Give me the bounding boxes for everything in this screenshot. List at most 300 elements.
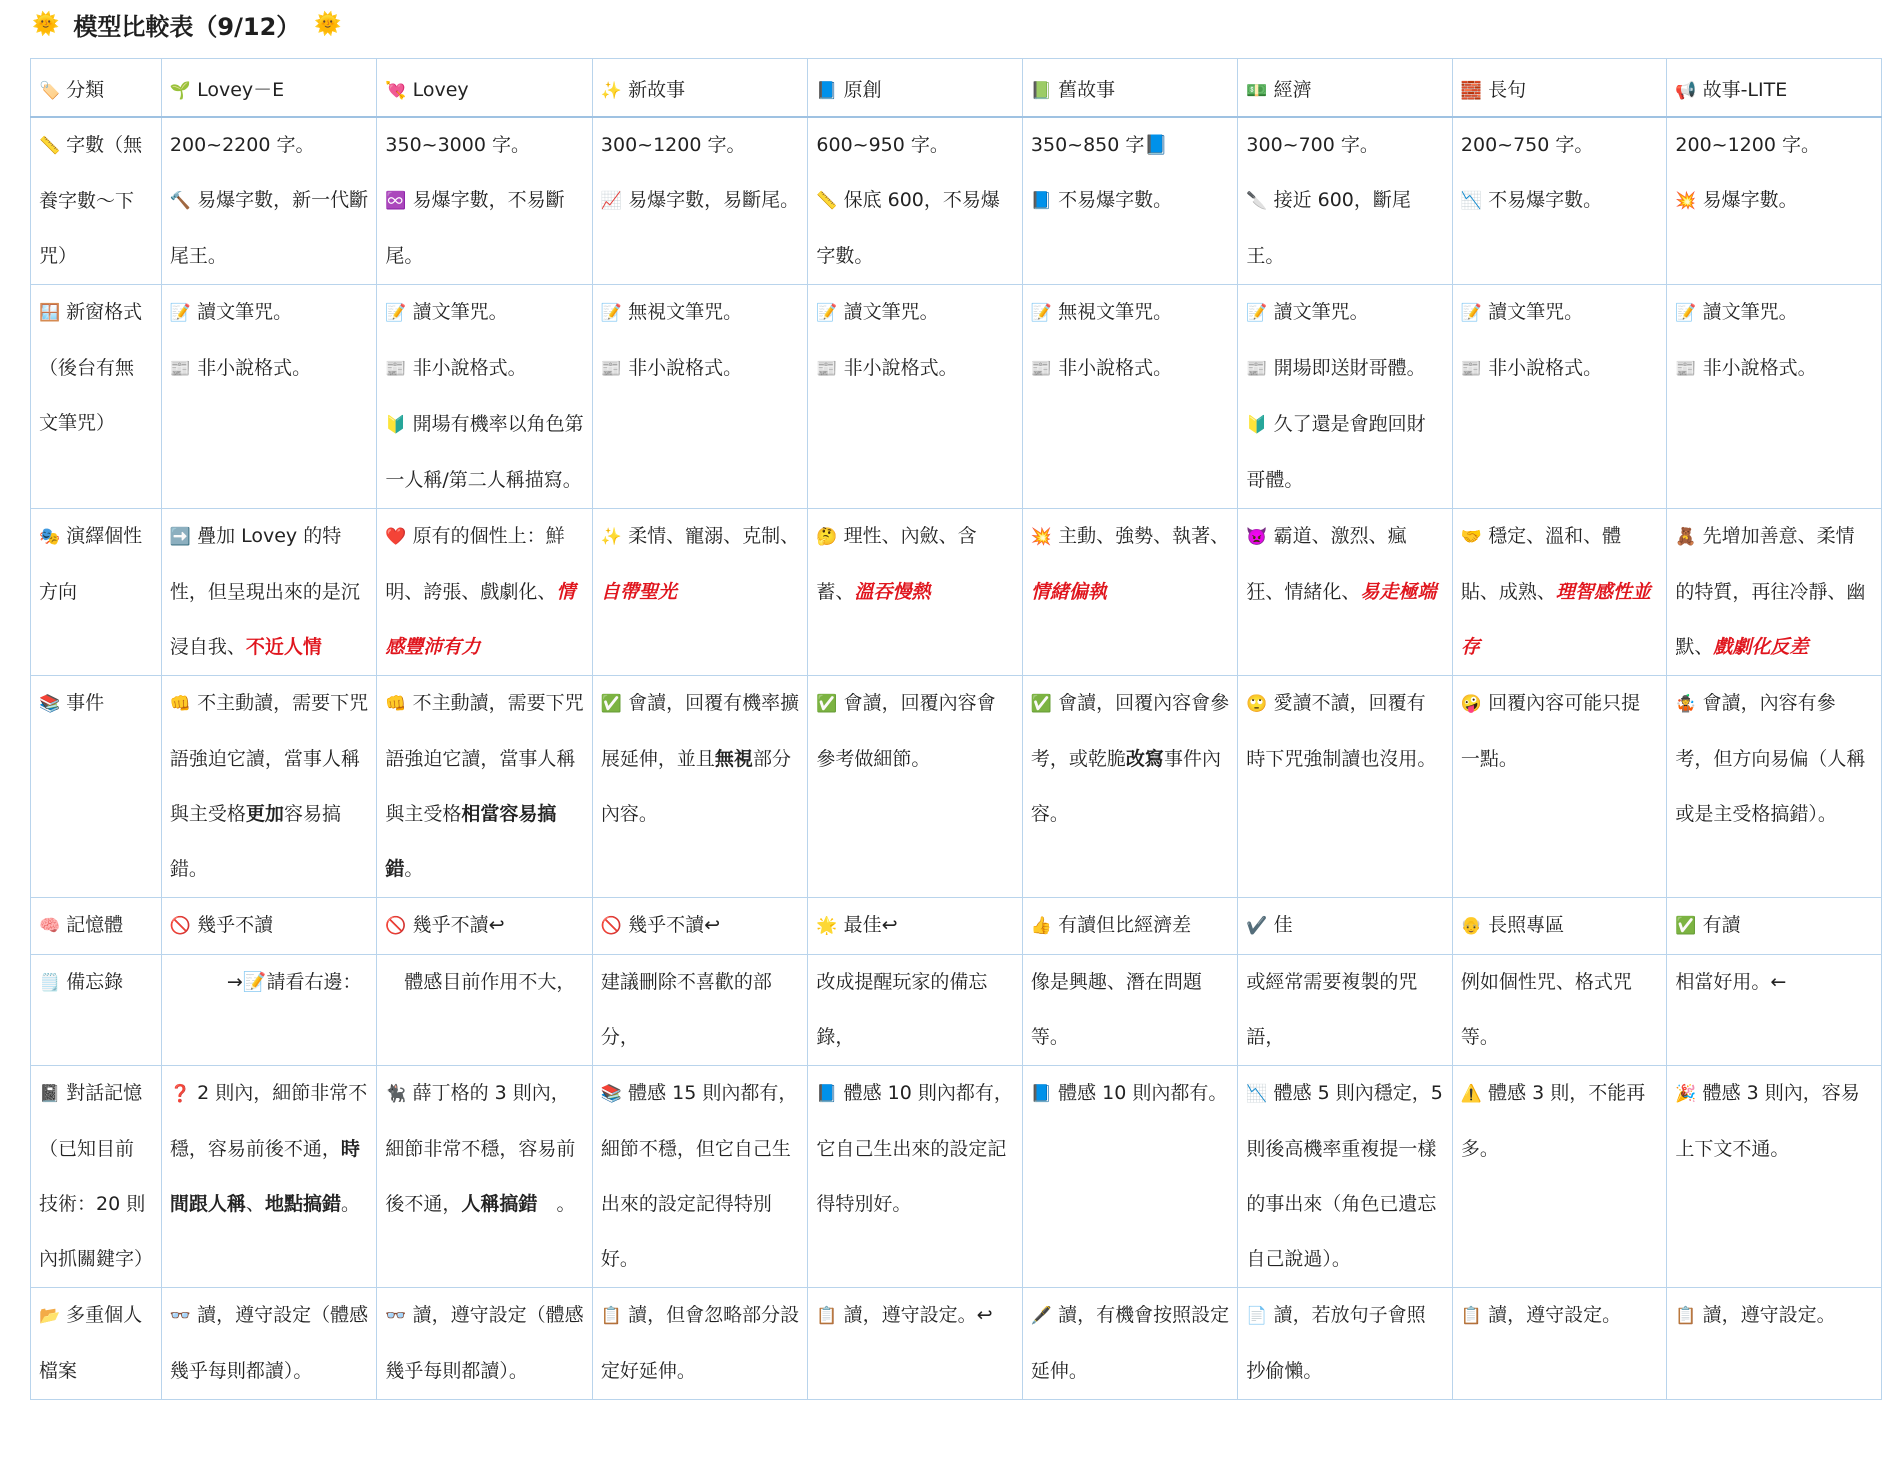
sun-icon: 🌞 <box>32 11 60 37</box>
format-text: 無視文筆咒。 <box>1058 301 1173 323</box>
format-text: 讀文筆咒。 <box>1488 301 1584 323</box>
format-text: 讀文筆咒。 <box>1702 301 1798 323</box>
row-header <box>31 676 162 898</box>
memory-icon: 👴 <box>1460 916 1483 936</box>
memo-icon: 📝 <box>1460 303 1483 323</box>
format-text: 讀文筆咒。 <box>843 301 939 323</box>
table-cell <box>161 955 377 1066</box>
table-cell <box>1667 955 1882 1066</box>
word-note <box>1031 173 1230 229</box>
dialogue-text: 2 則內，細節非常不穩，容易前後不通， <box>169 1082 368 1160</box>
table-row <box>31 117 1882 285</box>
row-header <box>31 509 162 676</box>
memory-icon: 🚫 <box>385 916 407 936</box>
word-note <box>601 173 800 229</box>
row-header-icon: 📓 <box>39 1084 61 1104</box>
row-header-label: 對話記憶（已知目前技術：20 則內抓關鍵字） <box>39 1082 154 1270</box>
table-cell <box>377 898 593 955</box>
trait-emphasis: 戲劇化反差 <box>1713 636 1809 658</box>
dialogue-text: 體感 5 則內穩定，5 則後高機率重複提一樣的事出來（角色已遺忘自己說過）。 <box>1246 1082 1443 1270</box>
table-cell <box>808 1288 1023 1400</box>
format-text: 讀文筆咒。 <box>1273 301 1369 323</box>
newspaper-icon: 📰 <box>385 359 407 379</box>
table-cell <box>808 117 1023 285</box>
memo-icon: 📝 <box>1030 303 1053 323</box>
column-header-label: 長句 <box>1488 79 1527 101</box>
table-cell <box>1452 955 1667 1066</box>
dialogue-icon: 📘 <box>816 1084 838 1104</box>
trait-text: 先增加善意、柔情的特質，再往冷靜、幽默、 <box>1675 525 1866 658</box>
word-range: 200~1200 字。 <box>1675 134 1820 156</box>
note-icon: 📉 <box>1460 191 1483 211</box>
trait-icon: ❤️ <box>385 527 407 547</box>
trait-text: 疊加 Lovey 的特性，但呈現出來的是沉浸自我、 <box>169 525 360 658</box>
column-header-icon: 📗 <box>1030 81 1053 101</box>
memory-text: 最佳↩ <box>843 914 898 936</box>
format-text: 開場有機率以角色第一人稱/第二人稱描寫。 <box>385 413 584 491</box>
table-row <box>31 898 1882 955</box>
memory-text: 幾乎不讀 <box>197 914 274 936</box>
table-cell <box>1022 676 1238 898</box>
dialogue-text: 體感 10 則內都有。 <box>1058 1082 1228 1104</box>
profile-icon: 📋 <box>1460 1306 1483 1326</box>
table-cell <box>592 1288 808 1400</box>
format-line <box>816 285 1014 341</box>
table-cell <box>1238 1066 1453 1288</box>
event-icon: 👊 <box>385 694 407 714</box>
dialogue-text: 體感 10 則內都有，它自己生出來的設定記得特別好。 <box>816 1082 1013 1215</box>
row-header-icon: 📚 <box>39 694 61 714</box>
table-cell <box>1452 1066 1667 1288</box>
table-cell <box>1022 117 1238 285</box>
newspaper-icon: 📰 <box>1460 359 1483 379</box>
event-text-tail: 部分內容。 <box>600 748 791 825</box>
word-range: 600~950 字。 <box>816 134 949 156</box>
profile-icon: 🖋️ <box>1030 1306 1053 1326</box>
memory-text: 佳 <box>1273 914 1293 936</box>
trait-icon: ➡️ <box>169 527 192 547</box>
newspaper-icon: 📰 <box>816 359 838 379</box>
event-icon: 🤹 <box>1675 694 1697 714</box>
format-line <box>385 285 584 341</box>
profile-text: 讀，但會忽略部分設定好延伸。 <box>600 1304 800 1382</box>
column-header-label: 分類 <box>66 79 105 101</box>
event-icon: 👊 <box>169 694 192 714</box>
dialogue-bold: 人稱搞錯 <box>461 1193 538 1215</box>
table-row <box>31 285 1882 509</box>
column-header <box>377 59 593 118</box>
table-cell <box>161 1066 377 1288</box>
newspaper-icon: 📰 <box>600 359 623 379</box>
column-header-icon: 🧱 <box>1460 81 1483 101</box>
format-text: 非小說格式。 <box>412 357 527 379</box>
table-cell <box>1238 898 1453 955</box>
column-header-icon: 💘 <box>385 81 407 101</box>
table-cell <box>377 285 593 509</box>
word-range: 350~3000 字。 <box>385 134 530 156</box>
table-header-row <box>31 59 1882 118</box>
dialogue-bold: 時間跟人稱 <box>169 1138 360 1215</box>
format-line <box>1031 341 1230 397</box>
profile-text: 讀，遵守設定。 <box>1702 1304 1836 1326</box>
event-bold: 相當容易搞錯 <box>385 803 557 880</box>
event-text-tail: 事件內容。 <box>1030 748 1221 825</box>
memory-icon: 🌟 <box>816 916 838 936</box>
format-text: 讀文筆咒。 <box>412 301 508 323</box>
table-cell <box>1022 285 1238 509</box>
profile-icon: 👓 <box>169 1306 192 1326</box>
table-cell <box>1238 1288 1453 1400</box>
format-text: 久了還是會跑回財哥體。 <box>1246 413 1426 491</box>
word-note-text: 不易爆字數。 <box>1488 189 1603 211</box>
dialogue-icon: 🐈‍⬛ <box>385 1084 407 1104</box>
table-cell <box>1667 117 1882 285</box>
word-note-text: 易爆字數。 <box>1702 189 1798 211</box>
note-icon: 💥 <box>1675 191 1697 211</box>
word-range: 200~2200 字。 <box>169 134 315 156</box>
format-text: 非小說格式。 <box>843 357 958 379</box>
word-note-text: 接近 600，斷尾王。 <box>1246 189 1411 267</box>
format-line <box>1031 285 1230 341</box>
format-text: 讀文筆咒。 <box>197 301 293 323</box>
table-row <box>31 1066 1882 1288</box>
column-header-icon: 💵 <box>1246 81 1268 101</box>
table-cell <box>377 1066 593 1288</box>
note-icon: 🔨 <box>169 191 192 211</box>
table-cell <box>1667 676 1882 898</box>
word-note <box>385 173 584 284</box>
column-header-label: 經濟 <box>1273 79 1312 101</box>
comparison-table <box>30 58 1882 1400</box>
memo-icon: 📝 <box>1675 303 1697 323</box>
event-text-tail: 容易搞錯。 <box>169 803 341 880</box>
word-note <box>1246 173 1444 284</box>
table-cell <box>808 955 1023 1066</box>
format-line <box>385 341 584 397</box>
row-header-label: 多重個人檔案 <box>39 1304 143 1382</box>
format-line <box>601 341 800 397</box>
memo-text: 像是興趣、潛在問題等。 <box>1030 971 1202 1048</box>
format-line <box>1675 341 1873 397</box>
profile-icon: 👓 <box>385 1306 407 1326</box>
format-text: 非小說格式。 <box>1488 357 1603 379</box>
column-header-icon: 📘 <box>816 81 838 101</box>
column-header <box>592 59 808 118</box>
memo-text: 相當好用。← <box>1675 971 1787 993</box>
event-text: 會讀，回覆有機率擴展延伸，並且 <box>600 692 800 770</box>
format-line <box>816 341 1014 397</box>
table-cell <box>377 676 593 898</box>
table-cell <box>808 898 1023 955</box>
table-cell <box>1238 676 1453 898</box>
table-cell <box>1238 509 1453 676</box>
trait-icon: 💥 <box>1030 527 1053 547</box>
column-header <box>1667 59 1882 118</box>
row-header-icon: 🧠 <box>39 916 61 936</box>
table-cell <box>1667 898 1882 955</box>
row-header <box>31 955 162 1066</box>
memo-icon: 📝 <box>1246 303 1268 323</box>
row-header-icon: 🎭 <box>39 527 61 547</box>
trait-text: 理性、內斂、含蓄、 <box>816 525 977 603</box>
dialogue-icon: ❓ <box>169 1084 192 1104</box>
note-icon: ♾️ <box>385 191 407 211</box>
word-range: 300~700 字。 <box>1246 134 1379 156</box>
trait-emphasis: 情緒偏執 <box>1030 581 1107 603</box>
page-header <box>32 4 342 44</box>
memo-icon: 📝 <box>600 303 623 323</box>
word-note-text: 保底 600，不易爆字數。 <box>816 189 1000 267</box>
format-line <box>1246 285 1444 341</box>
dialogue-icon: 📘 <box>1030 1084 1053 1104</box>
dialogue-text: 。 <box>340 1193 360 1215</box>
row-header-icon: 📏 <box>39 136 61 156</box>
dialogue-icon: 📉 <box>1246 1084 1268 1104</box>
row-header-label: 演繹個性方向 <box>39 525 143 603</box>
column-header-icon: 🏷️ <box>39 81 61 101</box>
trait-icon: 👿 <box>1246 527 1268 547</box>
table-cell <box>592 1066 808 1288</box>
row-header-icon: 📂 <box>39 1306 61 1326</box>
table-row <box>31 1288 1882 1400</box>
column-header-icon: ✨ <box>600 81 623 101</box>
row-header <box>31 285 162 509</box>
profile-text: 讀，若放句子會照抄偷懶。 <box>1246 1304 1426 1382</box>
format-line <box>1246 397 1444 508</box>
column-header <box>1022 59 1238 118</box>
dialogue-text: 體感 3 則，不能再多。 <box>1460 1082 1646 1160</box>
table-cell <box>1022 955 1238 1066</box>
row-header-icon: 🪟 <box>39 303 61 323</box>
word-range: 350~850 字📘 <box>1030 134 1169 156</box>
profile-icon: 📋 <box>816 1306 838 1326</box>
table-cell <box>377 955 593 1066</box>
format-text: 非小說格式。 <box>1702 357 1817 379</box>
dialogue-text: 體感 3 則內，容易上下文不通。 <box>1675 1082 1860 1160</box>
event-icon: ✅ <box>600 694 623 714</box>
word-range: 200~750 字。 <box>1460 134 1594 156</box>
table-cell <box>592 898 808 955</box>
memory-text: 幾乎不讀↩ <box>628 914 720 936</box>
memory-icon: ✅ <box>1675 916 1697 936</box>
column-header-label: 原創 <box>843 79 882 101</box>
table-cell <box>592 955 808 1066</box>
column-header <box>808 59 1023 118</box>
table-cell <box>1022 898 1238 955</box>
column-header-label: Lovey－E <box>197 79 285 101</box>
table-cell <box>1667 1288 1882 1400</box>
word-note-text: 易爆字數，新一代斷尾王。 <box>169 189 369 267</box>
row-header-label: 記憶體 <box>66 914 124 936</box>
table-cell <box>1022 509 1238 676</box>
row-header-icon: 🗒️ <box>39 973 61 993</box>
table-cell <box>592 509 808 676</box>
trait-icon: 🤔 <box>816 527 838 547</box>
event-icon: 🙄 <box>1246 694 1268 714</box>
dialogue-icon: 📚 <box>600 1084 623 1104</box>
trait-emphasis: 自帶聖光 <box>600 581 677 603</box>
trait-emphasis: 不近人情 <box>245 636 322 658</box>
page-title: 模型比較表（9/12） <box>73 12 301 41</box>
note-icon: 🔪 <box>1246 191 1268 211</box>
format-line <box>170 341 369 397</box>
trait-text: 霸道、激烈、瘋狂、情緒化、 <box>1246 525 1407 603</box>
newspaper-icon: 📰 <box>1675 359 1697 379</box>
format-line <box>170 285 369 341</box>
word-note-text: 易爆字數，不易斷尾。 <box>385 189 565 267</box>
memory-icon: 🚫 <box>169 916 192 936</box>
memory-text: 幾乎不讀↩ <box>412 914 505 936</box>
word-note-text: 易爆字數，易斷尾。 <box>628 189 800 211</box>
format-text: 非小說格式。 <box>197 357 312 379</box>
table-cell <box>161 676 377 898</box>
note-icon: 📘 <box>1030 191 1053 211</box>
event-text: 會讀，回覆內容會參考，或乾脆 <box>1030 692 1230 770</box>
table-cell <box>1022 1066 1238 1288</box>
event-text: 愛讀不讀，回覆有時下咒強制讀也沒用。 <box>1246 692 1437 770</box>
row-header <box>31 117 162 285</box>
format-line <box>1675 285 1873 341</box>
memo-text: 改成提醒玩家的備忘錄， <box>816 971 988 1048</box>
table-cell <box>377 117 593 285</box>
format-line <box>1246 341 1444 397</box>
newspaper-icon: 📰 <box>169 359 192 379</box>
table-cell <box>1452 676 1667 898</box>
dialogue-text: 、 <box>245 1193 265 1215</box>
memory-text: 長照專區 <box>1488 914 1565 936</box>
event-bold: 改寫 <box>1125 748 1164 770</box>
table-cell <box>1452 117 1667 285</box>
event-bold: 無視 <box>714 748 753 770</box>
profile-text: 讀，遵守設定。↩ <box>843 1304 993 1326</box>
row-header-label: 備忘錄 <box>66 971 124 993</box>
memo-icon: 📝 <box>169 303 192 323</box>
profile-icon: 📄 <box>1246 1306 1268 1326</box>
event-text-tail: 。 <box>404 858 424 880</box>
event-bold: 更加 <box>245 803 284 825</box>
dialogue-text: 薛丁格的 3 則內，細節非常不穩，容易前後不通， <box>385 1082 576 1215</box>
word-note <box>1461 173 1659 229</box>
format-text: 開場即送財哥體。 <box>1273 357 1426 379</box>
event-text: 不主動讀，需要下咒語強迫它讀，當事人稱與主受格 <box>169 692 369 825</box>
trait-text: 原有的個性上：鮮明、誇張、戲劇化、 <box>385 525 565 603</box>
profile-text: 讀，遵守設定（體感幾乎每則都讀）。 <box>385 1304 584 1382</box>
format-line <box>385 397 584 508</box>
beginner-icon: 🔰 <box>385 415 407 435</box>
table-cell <box>161 285 377 509</box>
table-cell <box>592 676 808 898</box>
table-cell <box>1452 509 1667 676</box>
table-cell <box>161 1288 377 1400</box>
memo-text: 例如個性咒、格式咒等。 <box>1460 971 1632 1048</box>
column-header <box>1238 59 1453 118</box>
memo-text: 建議刪除不喜歡的部分， <box>600 971 772 1048</box>
trait-icon: 🤝 <box>1460 527 1483 547</box>
memory-text: 有讀但比經濟差 <box>1058 914 1192 936</box>
column-header-label: 舊故事 <box>1058 79 1116 101</box>
newspaper-icon: 📰 <box>1030 359 1053 379</box>
trait-icon: ✨ <box>600 527 623 547</box>
trait-emphasis: 情感豐沛有力 <box>385 581 576 658</box>
profile-text: 讀，有機會按照設定延伸。 <box>1030 1304 1230 1382</box>
trait-text: 穩定、溫和、體貼、成熟、 <box>1460 525 1622 603</box>
format-line <box>1461 285 1659 341</box>
table-cell <box>1667 285 1882 509</box>
table-cell <box>1667 509 1882 676</box>
column-header <box>31 59 162 118</box>
event-text: 會讀，回覆內容會參考做細節。 <box>816 692 996 770</box>
trait-icon: 🧸 <box>1675 527 1697 547</box>
table-cell <box>1238 955 1453 1066</box>
word-note <box>1675 173 1873 229</box>
event-text: 會讀，內容有參考，但方向易偏（人稱或是主受格搞錯）。 <box>1675 692 1866 825</box>
format-text: 非小說格式。 <box>1058 357 1173 379</box>
table-cell <box>592 285 808 509</box>
table-row <box>31 955 1882 1066</box>
newspaper-icon: 📰 <box>1246 359 1268 379</box>
format-text: 非小說格式。 <box>628 357 743 379</box>
dialogue-text: 體感 15 則內都有，細節不穩，但它自己生出來的設定記得特別好。 <box>600 1082 798 1270</box>
table-cell <box>1238 117 1453 285</box>
memo-text: →📝請看右邊： <box>169 971 362 993</box>
dialogue-bold: 地點搞錯 <box>264 1193 341 1215</box>
column-header-label: Lovey <box>412 79 469 101</box>
note-icon: 📏 <box>816 191 838 211</box>
table-cell <box>377 1288 593 1400</box>
column-header-icon: 🌱 <box>169 81 192 101</box>
memo-icon: 📝 <box>816 303 838 323</box>
row-header-label: 事件 <box>66 692 105 714</box>
row-header-label: 新窗格式（後台有無文筆咒） <box>39 301 143 434</box>
table-cell <box>1452 898 1667 955</box>
table-cell <box>1238 285 1453 509</box>
profile-icon: 📋 <box>1675 1306 1697 1326</box>
memory-icon: 👍 <box>1030 916 1053 936</box>
trait-emphasis: 易走極端 <box>1360 581 1437 603</box>
event-icon: ✅ <box>1030 694 1053 714</box>
table-row <box>31 676 1882 898</box>
memo-text: 或經常需要複製的咒語， <box>1246 971 1418 1048</box>
table-cell <box>377 509 593 676</box>
word-range: 300~1200 字。 <box>600 134 746 156</box>
profile-text: 讀，遵守設定（體感幾乎每則都讀）。 <box>169 1304 369 1382</box>
column-header-icon: 📢 <box>1675 81 1697 101</box>
memo-text: 體感目前作用不大， <box>385 971 576 993</box>
table-cell <box>592 117 808 285</box>
word-note <box>170 173 369 284</box>
table-row <box>31 509 1882 676</box>
column-header <box>1452 59 1667 118</box>
event-text: 回覆內容可能只提一點。 <box>1460 692 1641 770</box>
table-cell <box>161 117 377 285</box>
profile-icon: 📋 <box>600 1306 623 1326</box>
memo-icon: 📝 <box>385 303 407 323</box>
row-header <box>31 1066 162 1288</box>
column-header <box>161 59 377 118</box>
row-header-label: 字數（無養字數～下咒） <box>39 134 143 267</box>
table-cell <box>161 898 377 955</box>
column-header-label: 故事-LITE <box>1702 79 1788 101</box>
table-cell <box>161 509 377 676</box>
table-cell <box>808 285 1023 509</box>
sun-icon: 🌞 <box>314 11 342 37</box>
table-cell <box>808 676 1023 898</box>
table-cell <box>808 1066 1023 1288</box>
memory-icon: ✔️ <box>1246 916 1268 936</box>
event-icon: ✅ <box>816 694 838 714</box>
table-cell <box>1452 285 1667 509</box>
dialogue-icon: ⚠️ <box>1460 1084 1483 1104</box>
